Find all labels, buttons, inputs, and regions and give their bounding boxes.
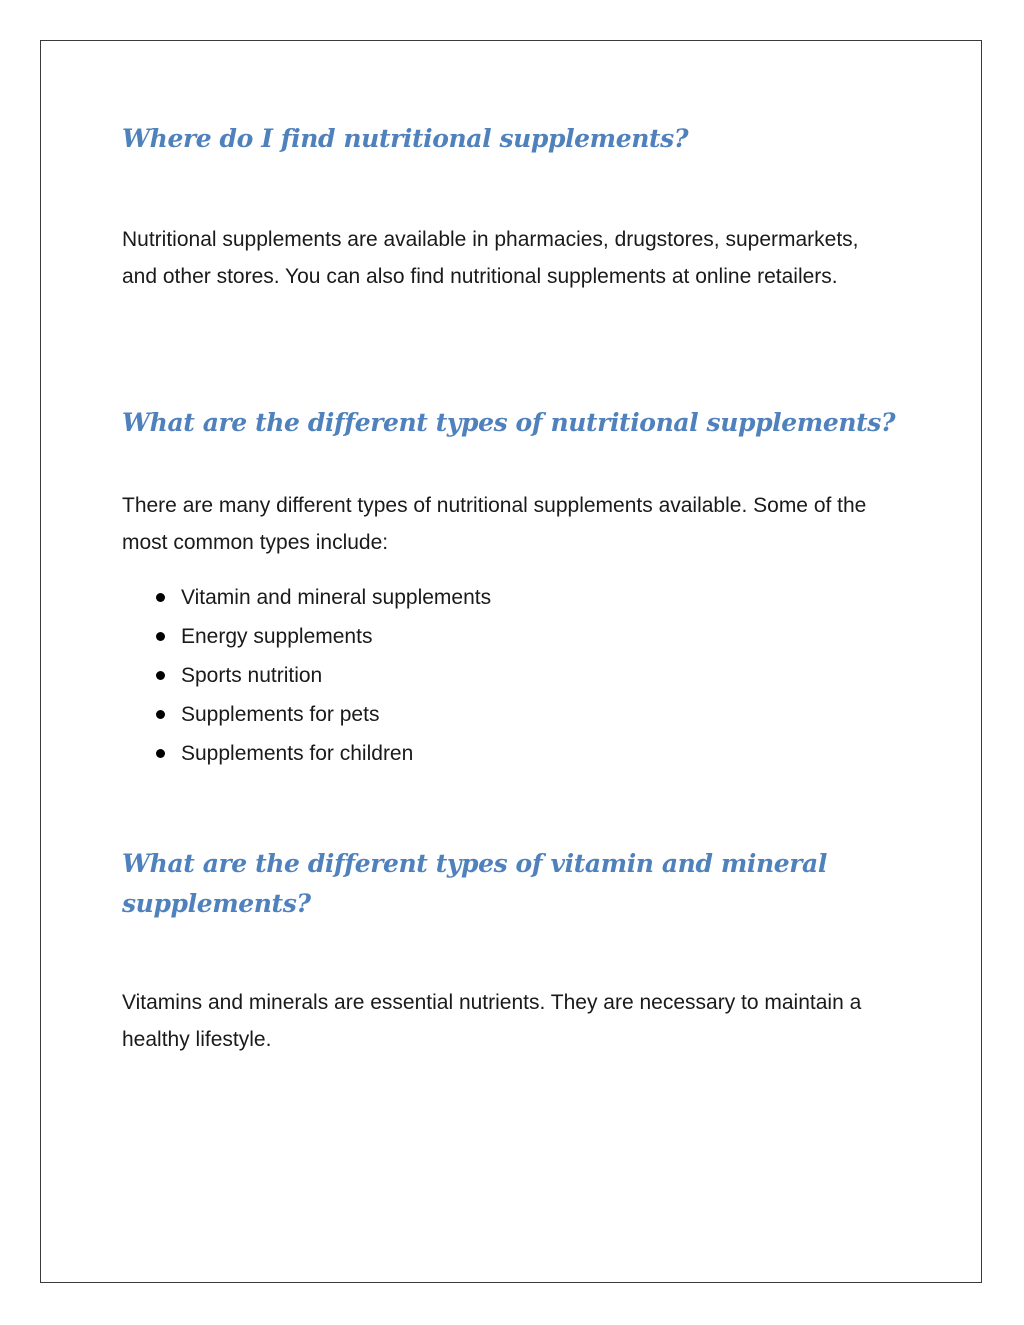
list-item: Vitamin and mineral supplements: [122, 578, 912, 617]
list-item: Energy supplements: [122, 617, 912, 656]
section-paragraph-where-to-find: Nutritional supplements are available in pharmacies, drugstores, supermarkets, and other stores. You can also find nutritional supplements at online retailers.: [122, 228, 859, 288]
list-item: Sports nutrition: [122, 656, 912, 695]
section-heading-where-to-find: Where do I find nutritional supplements?: [122, 124, 689, 153]
bullet-icon: [156, 671, 165, 680]
document-page: [40, 40, 982, 1283]
section-paragraph-types: There are many different types of nutritional supplements available. Some of the most common types include:: [122, 494, 867, 554]
list-item: Supplements for pets: [122, 695, 912, 734]
bullet-icon: [156, 749, 165, 758]
supplement-types-list: [122, 578, 912, 773]
section-heading-types: What are the different types of nutritional supplements?: [122, 408, 896, 437]
list-item: Supplements for children: [122, 734, 912, 773]
section-heading-vitamin-mineral-types: What are the different types of vitamin and mineral supplements?: [122, 849, 827, 918]
bullet-icon: [156, 593, 165, 602]
bullet-icon: [156, 710, 165, 719]
bullet-icon: [156, 632, 165, 641]
section-paragraph-vitamin-mineral-types: Vitamins and minerals are essential nutrients. They are necessary to maintain a healthy lifestyle.: [122, 991, 862, 1051]
